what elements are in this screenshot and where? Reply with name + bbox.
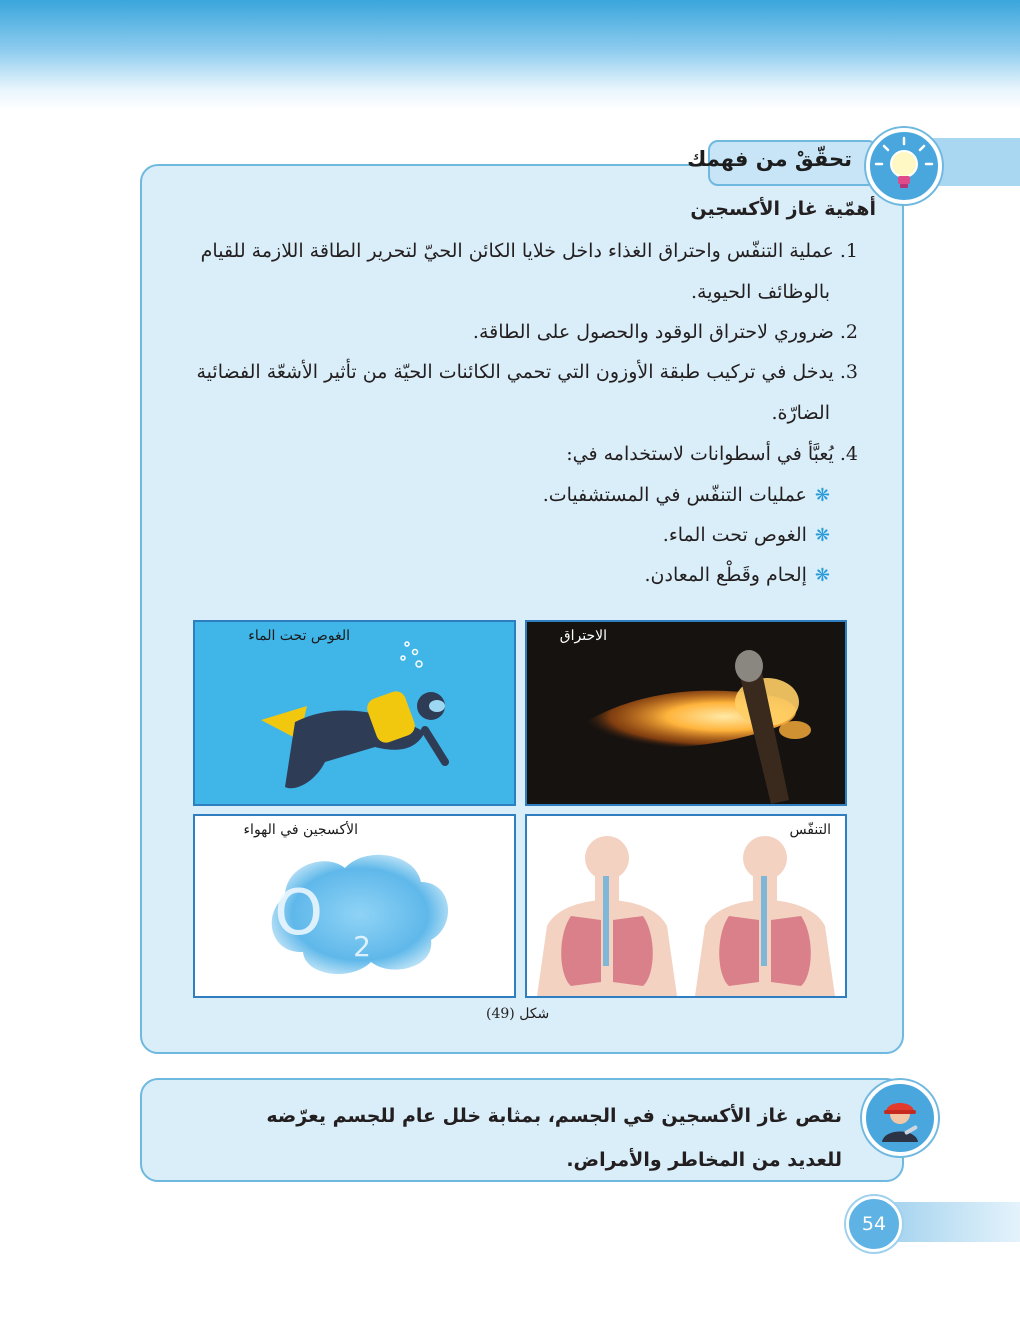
list-item-1-cont: بالوظائف الحيوية.: [691, 281, 830, 303]
diving-image: [193, 620, 516, 806]
bullet-item: ❋إلحام وقَطْع المعادن.: [644, 564, 830, 586]
bullet-icon: ❋: [814, 525, 830, 546]
header-title: تحقّقْ من فهمك: [687, 147, 852, 171]
list-item-3-cont: الضارّة.: [771, 402, 830, 424]
firefighter-icon: [862, 1080, 938, 1156]
svg-text:2: 2: [353, 930, 371, 963]
header-bar: [930, 138, 1020, 186]
bullet-item: ❋الغوص تحت الماء.: [662, 524, 830, 546]
list-item-1: 1. عملية التنفّس واحتراق الغذاء داخل خلايا الكائن الحيّ لتحرير الطاقة اللازمة للقيام: [200, 240, 858, 262]
bullet-icon: ❋: [814, 565, 830, 586]
combustion-image: [525, 620, 847, 806]
oxygen-label: الأكسجين في الهواء: [243, 822, 358, 838]
oxygen-image: [193, 814, 516, 998]
list-item-2: 2. ضروري لاحتراق الوقود والحصول على الطاقة.: [472, 321, 858, 343]
combustion-label: الاحتراق: [559, 628, 607, 644]
breathing-label: التنفّس: [789, 822, 831, 838]
breathing-image: [525, 814, 847, 998]
page-number: 54: [846, 1196, 902, 1252]
top-gradient-band: [0, 0, 1020, 110]
list-item-3: 3. يدخل في تركيب طبقة الأوزون التي تحمي الكائنات الحيّة من تأثير الأشعّة الفضائية: [196, 361, 858, 383]
diving-label: الغوص تحت الماء: [248, 628, 350, 644]
bullet-icon: ❋: [814, 485, 830, 506]
note-text: نقص غاز الأكسجين في الجسم، بمثابة خلل عام للجسم يعرّضه للعديد من المخاطر والأمراض.: [266, 1105, 842, 1171]
bullet-item: ❋عمليات التنفّس في المستشفيات.: [542, 484, 830, 506]
svg-text:O: O: [274, 876, 323, 949]
lightbulb-icon: [866, 128, 942, 204]
figure-caption: شكل (49): [486, 1006, 550, 1022]
list-item-4: 4. يُعبَّأ في أسطوانات لاستخدامه في:: [566, 443, 858, 465]
section-title: أهمّية غاز الأكسجين: [690, 198, 876, 220]
